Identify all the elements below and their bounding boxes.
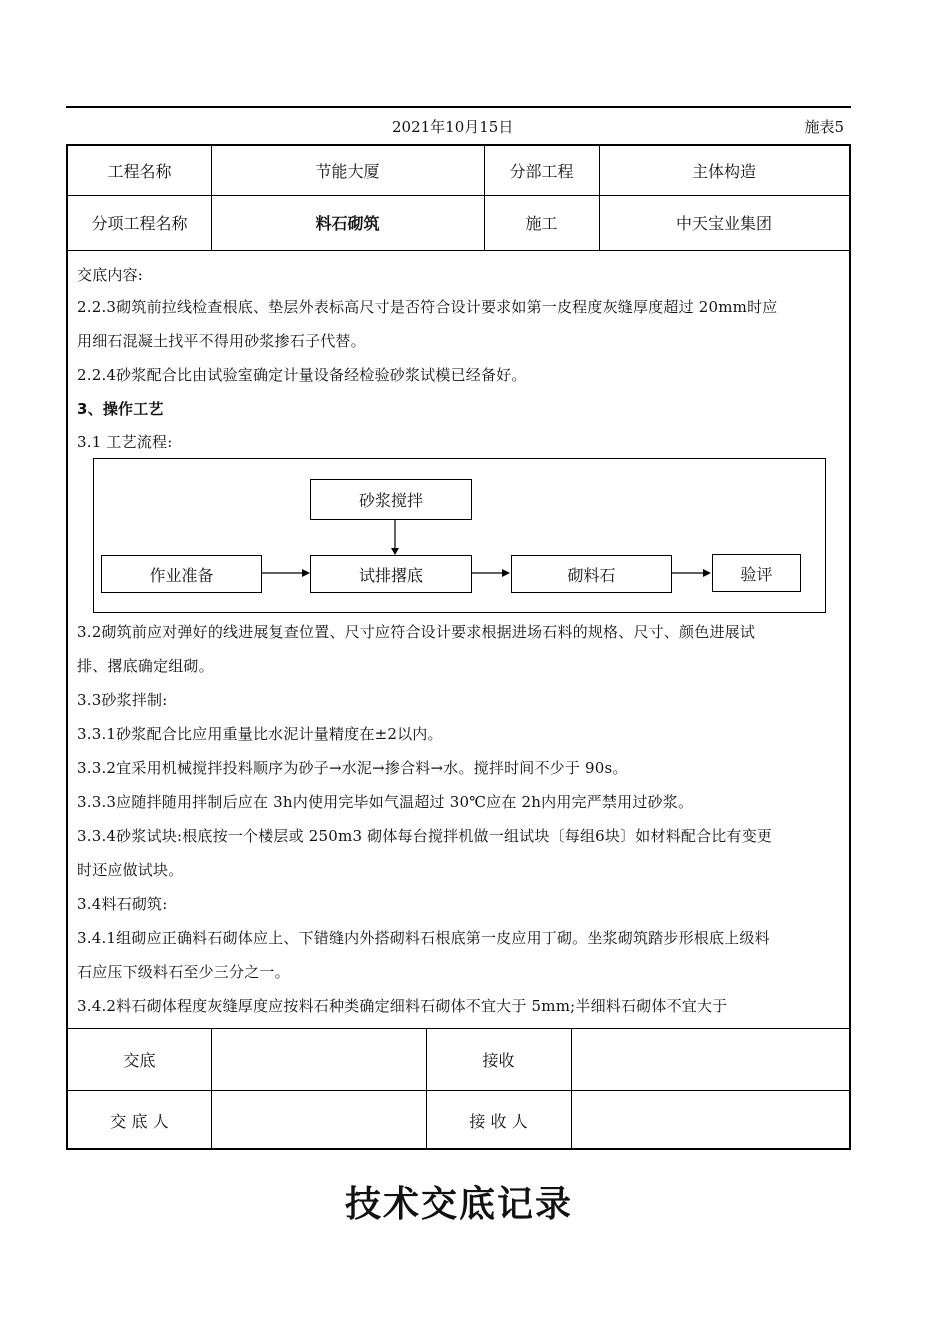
flow-box-mortar-mixing: 砂浆搅拌 <box>310 479 472 520</box>
project-name-value: 节能大厦 <box>315 162 380 181</box>
content-line: 石应压下级料石至少三分之一。 <box>77 963 290 981</box>
content-line: 3.3.1砂浆配合比应用重量比水泥计量精度在±2以内。 <box>77 725 443 743</box>
content-line: 3.3.2宜采用机械搅拌投料顺序为砂子→水泥→掺合料→水。搅拌时间不少于 90s。 <box>77 759 628 777</box>
content-line: 3.4料石砌筑: <box>77 895 168 913</box>
division-value: 主体构造 <box>691 162 756 181</box>
flow-box-stone-laying: 砌料石 <box>511 555 672 593</box>
subitem-value: 料石砌筑 <box>315 214 380 233</box>
content-line: 3.3.3应随拌随用拌制后应在 3h内使用完毕如气温超过 30℃应在 2h内用完严禁用过砂浆。 <box>77 793 694 811</box>
arrow-down-head <box>391 548 399 555</box>
receive-label: 接收 <box>482 1051 515 1070</box>
info-row-subitem <box>68 195 849 251</box>
handover-content <box>68 250 849 1029</box>
handover-form <box>66 144 851 1150</box>
flow-box-preparation: 作业准备 <box>101 555 262 593</box>
form-number: 施表5 <box>804 118 844 136</box>
content-line: 3.2砌筑前应对弹好的线进展复查位置、尺寸应符合设计要求根据进场石料的规格、尺寸、颜色进展试 <box>77 623 756 641</box>
handover-label: 交底 <box>123 1051 156 1070</box>
handover-person-label: 交 底 人 <box>110 1112 169 1131</box>
receiver-label: 接 收 人 <box>469 1112 528 1131</box>
content-line: 2.2.4砂浆配合比由试验室确定计量设备经检验砂浆试模已经备好。 <box>77 366 527 384</box>
document-title: 技术交底记录 <box>344 1184 573 1225</box>
signature-row-2 <box>68 1091 849 1150</box>
subitem-label: 分项工程名称 <box>91 214 188 233</box>
content-line: 交底内容: <box>77 266 144 284</box>
project-name-label: 工程名称 <box>107 162 172 181</box>
arrow-1-head <box>302 569 310 577</box>
content-line: 排、撂底确定组砌。 <box>77 657 214 675</box>
arrow-2-head <box>502 569 510 577</box>
content-line: 时还应做试块。 <box>77 861 184 879</box>
flow-box-evaluation: 验评 <box>712 554 801 592</box>
arrow-3-head <box>703 569 711 577</box>
header-rule <box>66 106 851 108</box>
content-line: 3.4.1组砌应正确料石砌体应上、下错缝内外搭砌料石根底第一皮应用丁砌。坐浆砌筑踏步形根底上级料 <box>77 929 770 947</box>
content-line: 3.4.2料石砌体程度灰缝厚度应按料石种类确定细料石砌体不宜大于 5mm;半细料石砌体不宜大于 <box>77 997 728 1015</box>
signature-row-1 <box>68 1029 849 1091</box>
content-line: 3.3.4砂浆试块:根底按一个楼层或 250m3 砌体每台搅拌机做一组试块〔每组6块〕如材料配合比有变更 <box>77 827 773 845</box>
division-label: 分部工程 <box>509 162 574 181</box>
record-date: 2021年10月15日 <box>392 118 514 136</box>
content-line: 2.2.3砌筑前拉线检查根底、垫层外表标高尺寸是否符合设计要求如第一皮程度灰缝厚度超过 20mm时应 <box>77 298 778 316</box>
contractor-value: 中天宝业集团 <box>675 214 772 233</box>
info-row-project <box>68 146 849 196</box>
flow-box-trial-layout: 试排撂底 <box>310 555 472 593</box>
section-heading: 3、操作工艺 <box>77 400 164 418</box>
content-line: 3.3砂浆拌制: <box>77 691 168 709</box>
content-line: 3.1 工艺流程: <box>77 433 173 451</box>
process-flowchart <box>93 458 826 613</box>
content-line: 用细石混凝土找平不得用砂浆掺石子代替。 <box>77 332 366 350</box>
contractor-label: 施工 <box>525 214 558 233</box>
